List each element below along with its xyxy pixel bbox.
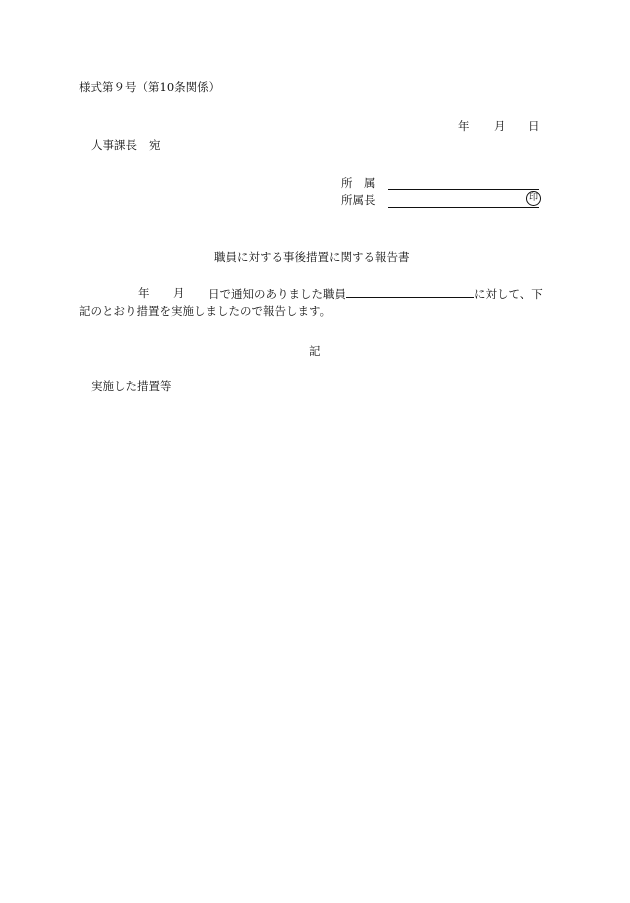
form-number-label: 様式第９号（第10条関係） [79,80,221,94]
dept-field-line [388,189,539,190]
body-after-blank: に対して、下 [474,287,543,301]
employee-name-line [346,286,474,298]
seal-mark: 印 [526,191,541,206]
body-line2: 記のとおり措置を実施しましたので報告します。 [79,304,332,318]
date-year-label: 年 [458,119,470,133]
dept-head-label: 所属長 [341,193,376,207]
document-title: 職員に対する事後措置に関する報告書 [214,250,410,264]
body-line1-rest [208,286,543,301]
body-year-label: 年 [138,286,150,300]
body-day-text: 日で通知のありました職員 [208,287,346,301]
measures-heading: 実施した措置等 [91,379,172,393]
dept-head-field-line [388,207,539,208]
date-day-label: 日 [528,119,540,133]
ki-heading: 記 [309,344,321,358]
dept-label: 所 属 [341,176,376,190]
date-month-label: 月 [494,119,506,133]
body-month-label: 月 [173,286,185,300]
addressee-title: 人事課長 [91,138,137,152]
addressee-suffix: 宛 [149,138,161,152]
